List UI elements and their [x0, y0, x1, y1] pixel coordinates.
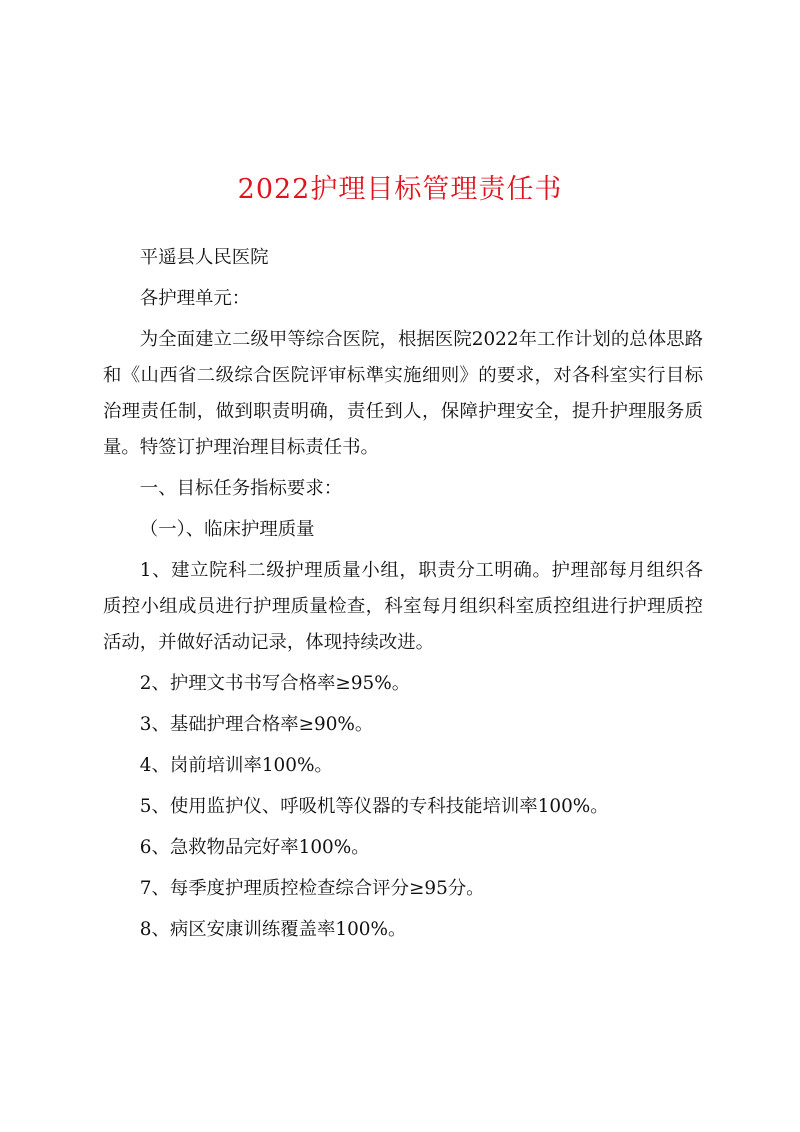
paragraph-item-3: 3、基础护理合格率≥90%。 — [139, 714, 374, 735]
paragraph-item-5: 5、使用监护仪、呼吸机等仪器的专科技能培训率100%。 — [139, 796, 609, 817]
paragraph-item-6: 6、急救物品完好率100%。 — [139, 837, 370, 858]
paragraph-item-2: 2、护理文书书写合格率≥95%。 — [139, 673, 411, 694]
paragraph-hospital-name: 平遥县人民医院 — [139, 247, 269, 268]
paragraph-item-8: 8、病区安康训练覆盖率100%。 — [139, 919, 407, 940]
paragraph-addressee: 各护理单元： — [139, 288, 251, 309]
document-title: 2022护理目标管理责任书 — [237, 174, 563, 205]
paragraph-intro: 为全面建立二级甲等综合医院，根据医院2022年工作计划的总体思路和《山西省二级综合医院评审标準实施细则》的要求，对各科室实行目标治理责任制，做到职责明确，责任到人，保障护理安全，提升护理服务质量。特签订护理治理目标责任书。 — [103, 329, 703, 458]
paragraph-item-7: 7、每季度护理质控检查综合评分≥95分。 — [139, 878, 485, 899]
paragraph-subsection-heading: （一）、临床护理质量 — [139, 519, 315, 540]
paragraph-item-1: 1、建立院科二级护理质量小组，职责分工明确。护理部每月组织各质控小组成员进行护理质量检查，科室每月组织科室质控组进行护理质控活动，并做好活动记录，体现持续改进。 — [103, 560, 703, 653]
paragraph-section-heading: 一、目标任务指标要求： — [139, 478, 343, 499]
document-body — [103, 240, 703, 948]
paragraph-item-4: 4、岗前培训率100%。 — [139, 755, 333, 776]
